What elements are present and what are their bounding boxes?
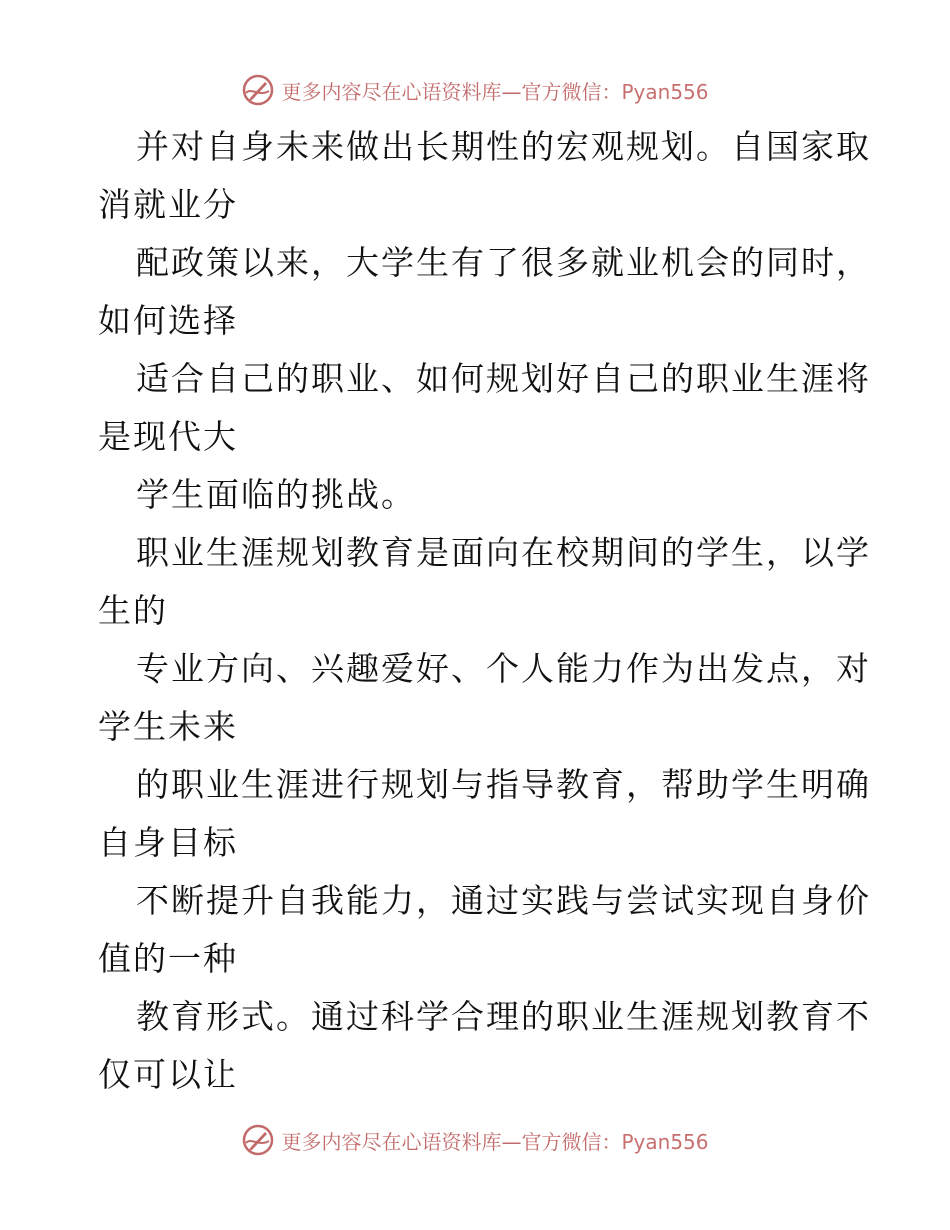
text-line: 专业方向、兴趣爱好、个人能力作为出发点，对 bbox=[136, 649, 871, 688]
text-line: 如何选择 bbox=[98, 301, 238, 340]
document-body bbox=[98, 118, 871, 1104]
text-line: 不断提升自我能力，通过实践与尝试实现自身价 bbox=[136, 881, 871, 920]
text-line: 教育形式。通过科学合理的职业生涯规划教育不 bbox=[136, 997, 871, 1036]
text-line: 适合自己的职业、如何规划好自己的职业生涯将 bbox=[136, 359, 871, 398]
text-line: 学生未来 bbox=[98, 707, 238, 746]
text-line: 生的 bbox=[98, 591, 168, 630]
text-line: 自身目标 bbox=[98, 823, 238, 862]
text-line: 的职业生涯进行规划与指导教育，帮助学生明确 bbox=[136, 765, 871, 804]
footer-watermark bbox=[0, 1120, 950, 1160]
watermark-text: 更多内容尽在心语资料库—官方微信：Pyan556 bbox=[281, 1129, 709, 1154]
text-line: 仅可以让 bbox=[98, 1055, 238, 1094]
header-watermark bbox=[0, 70, 950, 110]
watermark-text: 更多内容尽在心语资料库—官方微信：Pyan556 bbox=[281, 79, 709, 104]
text-line: 值的一种 bbox=[98, 939, 238, 978]
text-line: 是现代大 bbox=[98, 417, 238, 456]
text-line: 职业生涯规划教育是面向在校期间的学生，以学 bbox=[136, 533, 871, 572]
text-line: 配政策以来，大学生有了很多就业机会的同时， bbox=[136, 243, 871, 282]
text-line: 并对自身未来做出长期性的宏观规划。自国家取 bbox=[136, 127, 871, 166]
quill-logo-icon bbox=[241, 1123, 275, 1157]
text-line: 消就业分 bbox=[98, 185, 238, 224]
text-line: 学生面临的挑战。 bbox=[136, 475, 416, 514]
quill-logo-icon bbox=[241, 73, 275, 107]
